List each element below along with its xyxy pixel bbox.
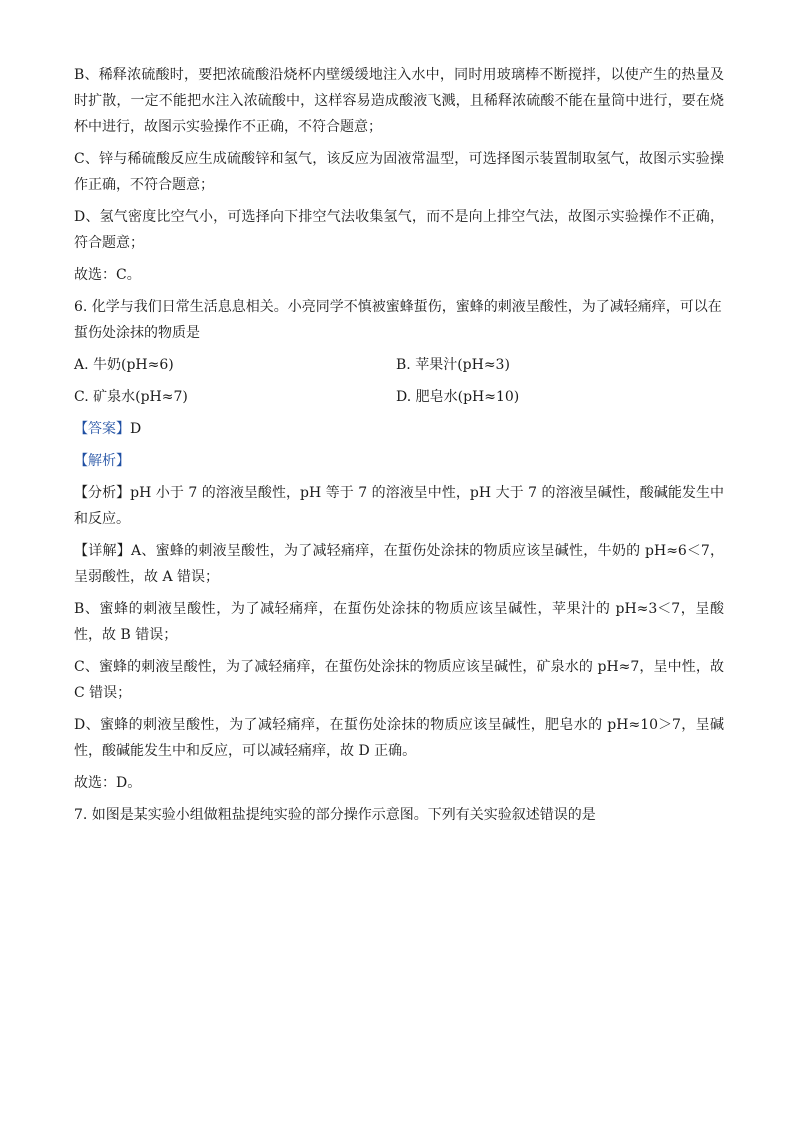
explanation-c: C、锌与稀硫酸反应生成硫酸锌和氢气，该反应为固液常温型，可选择图示装置制取氢气，故图示实验操作正确，不符合题意； [74, 151, 724, 193]
fenxi-tag: 【分析】 [74, 485, 131, 501]
xiangjie-c: C、蜜蜂的刺液呈酸性，为了减轻痛痒，在蜇伤处涂抹的物质应该呈碱性，矿泉水的 pH≈7，呈中性，故 C 错误； [74, 659, 724, 701]
question-6-stem: 6. 化学与我们日常生活息息相关。小亮同学不慎被蜜蜂蜇伤，蜜蜂的刺液呈酸性，为了减轻痛痒，可以在蜇伤处涂抹的物质是 [74, 299, 722, 341]
answer-tag: 【答案】 [74, 421, 130, 437]
fenxi-paragraph [74, 480, 724, 532]
option-b: B. 苹果汁(pH≈3) [396, 357, 510, 373]
document-content [74, 62, 724, 834]
question-6-conclusion: 故选：D。 [74, 775, 142, 791]
explanation-b: B、稀释浓硫酸时，要把浓硫酸沿烧杯内壁缓缓地注入水中，同时用玻璃棒不断搅拌，以使产生的热量及时扩散，一定不能把水注入浓硫酸中，这样容易造成酸液飞溅，且稀释浓硫酸不能在量筒中进行，要在烧杯中进行，故图示实验操作不正确，不符合题意； [74, 67, 724, 135]
fenxi-text: pH 小于 7 的溶液呈酸性，pH 等于 7 的溶液呈中性，pH 大于 7 的溶液呈碱性，酸碱能发生中和反应。 [74, 485, 724, 527]
option-d: D. 肥皂水(pH≈10) [396, 389, 520, 405]
answer-line [74, 416, 724, 442]
xiangjie-a [74, 538, 724, 590]
question-7-stem: 7. 如图是某实验小组做粗盐提纯实验的部分操作示意图。下列有关实验叙述错误的是 [74, 807, 596, 823]
explanation-d: D、氢气密度比空气小，可选择向下排空气法收集氢气，而不是向上排空气法，故图示实验操作不正确，符合题意； [74, 209, 724, 251]
xiangjie-a-text: A、蜜蜂的刺液呈酸性，为了减轻痛痒，在蜇伤处涂抹的物质应该呈碱性，牛奶的 pH≈6＜7，呈弱酸性，故 A 错误； [74, 543, 725, 585]
xiangjie-d: D、蜜蜂的刺液呈酸性，为了减轻痛痒，在蜇伤处涂抹的物质应该呈碱性，肥皂水的 pH≈10＞7，呈碱性，酸碱能发生中和反应，可以减轻痛痒，故 D 正确。 [74, 717, 724, 759]
question-6-options [74, 352, 724, 410]
xiangjie-b: B、蜜蜂的刺液呈酸性，为了减轻痛痒，在蜇伤处涂抹的物质应该呈碱性，苹果汁的 pH≈3＜7，呈酸性，故 B 错误； [74, 601, 724, 643]
option-a: A. 牛奶(pH≈6) [74, 357, 174, 373]
option-c: C. 矿泉水(pH≈7) [74, 389, 188, 405]
analysis-tag: 【解析】 [74, 453, 130, 469]
prev-conclusion: 故选：C。 [74, 267, 141, 283]
answer-value: D [130, 421, 142, 437]
xiangjie-tag: 【详解】 [74, 543, 132, 559]
analysis-heading [74, 448, 724, 474]
